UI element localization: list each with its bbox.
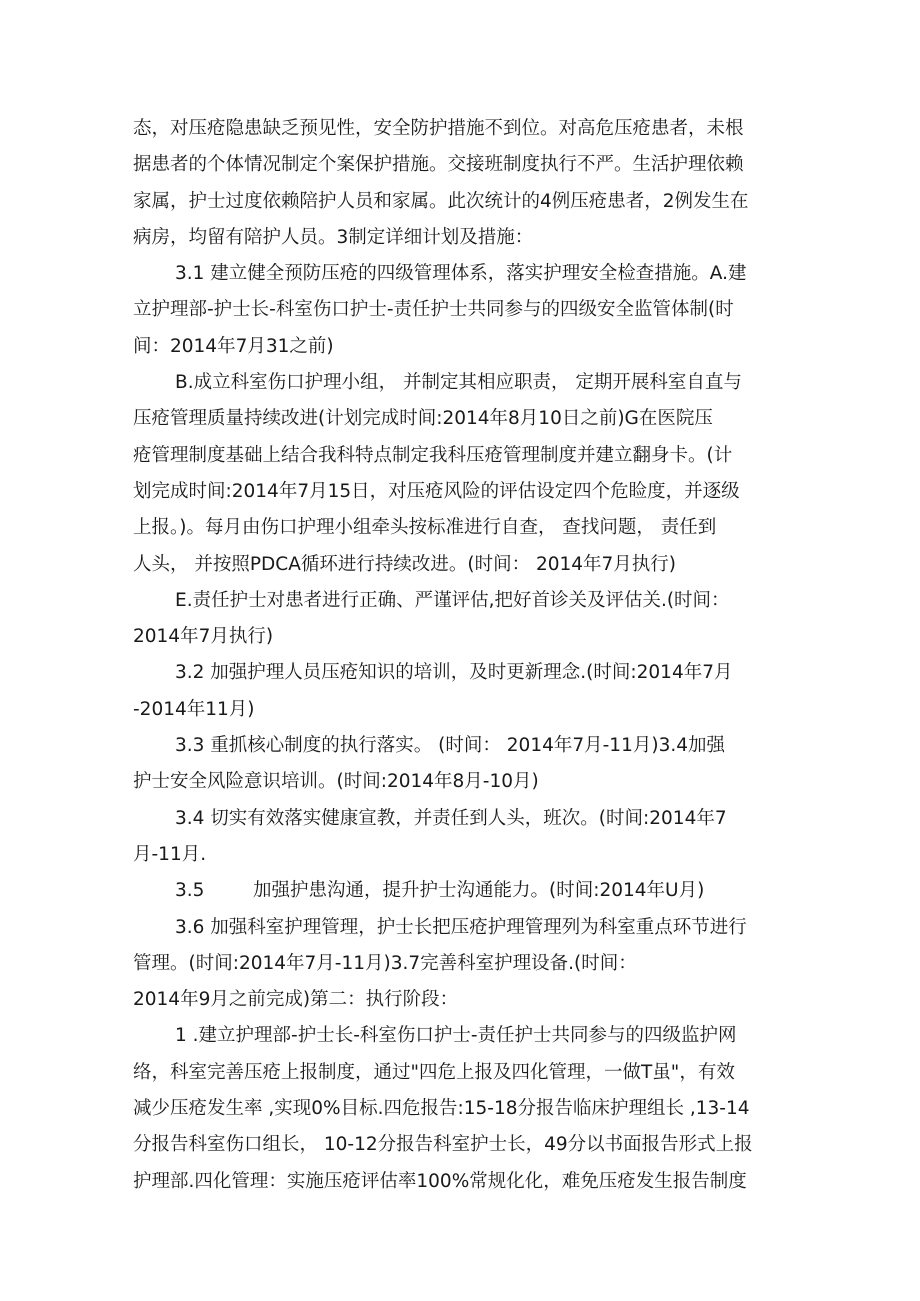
text-line [133, 873, 801, 909]
text-line: 2014年9月之前完成)第二：执行阶段： [133, 989, 459, 1011]
text-line: 病房，均留有陪护人员。3制定详细计划及措施： [133, 226, 534, 248]
text-line: 疮管理制度基础上结合我科特点制定我科压疮管理制度并建立翻身卡。(计 [133, 444, 733, 466]
text-line: 1 .建立护理部-护士长-科室伤口护士-责任护士共同参与的四级监护网 [175, 1025, 737, 1047]
text-line-content: 加强护患沟通，提升护士沟通能力。(时间:2014年U月) [253, 880, 705, 902]
text-line: 压疮管理质量持续改进(计划完成时间:2014年8月10日之前)G在医院压 [133, 408, 713, 430]
text-line: 月-11月. [133, 843, 207, 865]
text-line: 3.3 重抓核心制度的执行落实。 (时间： 2014年7月-11月)3.4加强 [175, 735, 725, 757]
text-line: 2014年7月执行) [133, 626, 274, 648]
text-line: 护理部.四化管理：实施压疮评估率100%常规化化，难免压疮发生报告制度 [133, 1170, 747, 1192]
text-line: 3.6 加强科室护理管理，护士长把压疮护理管理列为科室重点环节进行 [175, 916, 747, 938]
text-line: B.成立科室伤口护理小组， 并制定其相应职责， 定期开展科室自直与 [175, 372, 742, 394]
text-line: -2014年11月) [133, 698, 255, 720]
section-number: 3.5 [175, 880, 205, 902]
text-line: 络，科室完善压疮上报制度，通过"四危上报及四化管理，一做T虽"，有效 [133, 1061, 735, 1083]
body-text [133, 111, 801, 1200]
text-line: 家属，护士过度依赖陪护人员和家属。此次统计的4例压疮患者，2例发生在 [133, 190, 749, 212]
text-line: 间：2014年7月31之前) [133, 335, 334, 357]
text-line: 态，对压疮隐患缺乏预见性，安全防护措施不到位。对高危压疮患者，未根 [133, 118, 744, 139]
text-line: 管理。(时间:2014年7月-11月)3.7完善科室护理设备.(时间： [133, 952, 637, 974]
text-line: 立护理部-护士长-科室伤口护士-责任护士共同参与的四级安全监管体制(时 [133, 299, 734, 321]
text-line: 3.4 切实有效落实健康宣教，并责任到人头，班次。(时间:2014年7 [175, 807, 727, 829]
text-line: E.责任护士对患者进行正确、严谨评估,把好首诊关及评估关.(时间： [175, 589, 730, 611]
text-line: 上报。)。每月由伤口护理小组牵头按标准进行自查， 查找问题， 责任到 [133, 517, 717, 539]
text-line: 护士安全风险意识培训。(时间:2014年8月-10月) [133, 771, 539, 793]
text-line: 分报告科室伤口组长， 10-12分报告科室护士长，49分以书面报告形式上报 [133, 1134, 753, 1156]
text-line: 划完成时间:2014年7月15日，对压疮风险的评估设定四个危睑度，并逐级 [133, 480, 740, 502]
text-line: 3.1 建立健全预防压疮的四级管理体系，落实护理安全检查措施。A.建 [175, 263, 747, 285]
text-line: 人头， 并按照PDCA循环进行持续改进。(时间： 2014年7月执行) [133, 553, 677, 575]
text-line: 减少压疮发生率 ,实现0%目标.四危报告:15-18分报告临床护理组长 ,13-14 [133, 1098, 750, 1120]
text-line: 3.2 加强护理人员压疮知识的培训，及时更新理念.(时间:2014年7月 [175, 662, 733, 684]
text-line: 据患者的个体情况制定个案保护措施。交接班制度执行不严。生活护理依赖 [133, 154, 744, 176]
